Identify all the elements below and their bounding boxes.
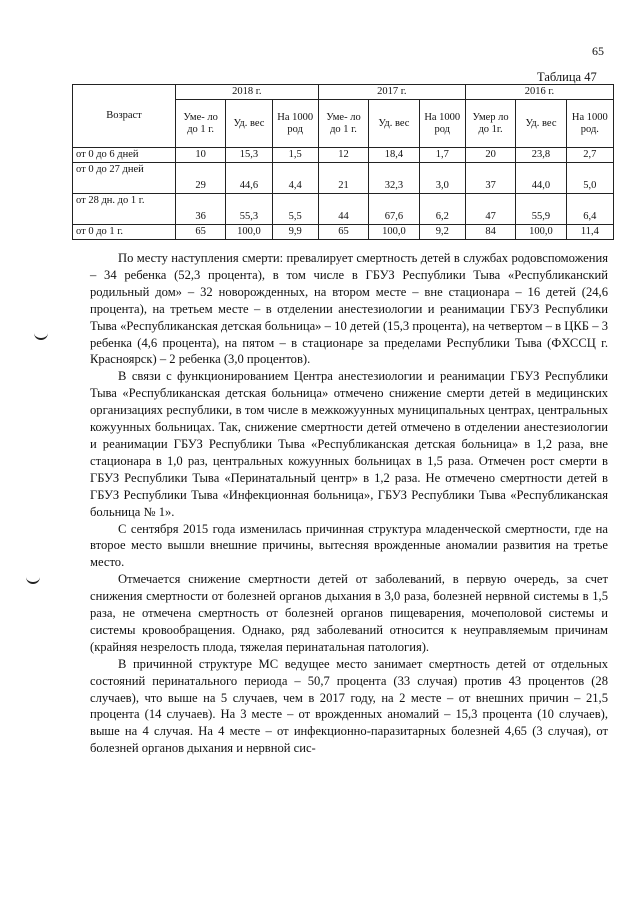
table-cell: 36 xyxy=(175,194,225,225)
table-cell: 1,7 xyxy=(419,148,465,163)
table-cell: 100,0 xyxy=(226,225,272,240)
table-cell: 20 xyxy=(465,148,515,163)
subheader-per-1000: На 1000 род. xyxy=(566,100,613,148)
year-header-2017: 2017 г. xyxy=(318,85,465,100)
table-cell: 18,4 xyxy=(369,148,419,163)
table-cell: 21 xyxy=(318,163,368,194)
margin-check-mark xyxy=(34,330,48,340)
margin-check-mark xyxy=(26,574,40,584)
paragraph: По месту наступления смерти: превалирует смертность детей в службах родовспоможения – 34 ребенка (52,3 процента), в том числе в ГБУЗ Республики Тыва «Республиканский родильный дом» – 32 новорожденных, на втором месте – вне стационара – 16 детей (24,6 процента), на третьем месте – в отделении анестезиологии и реанимации ГБУЗ Республики Тыва «Республиканская детская больница» – 10 детей (15,3 процента), на четвертом – в ЦКБ – 3 ребенка (4,6 процента), на пятом – в стационаре за пределами Республики Тыва (ФХССЦ г. Красноярск) – 2 ребенка (3,0 процентов). xyxy=(90,251,608,367)
table-cell: 55,3 xyxy=(226,194,272,225)
table-cell: 32,3 xyxy=(369,163,419,194)
table-caption: Таблица 47 xyxy=(537,70,597,84)
table-cell: 29 xyxy=(175,163,225,194)
body-text xyxy=(90,250,608,757)
table-cell: 84 xyxy=(465,225,515,240)
mortality-table xyxy=(72,84,614,240)
row-label: от 28 дн. до 1 г. xyxy=(73,194,176,225)
table-cell: 5,0 xyxy=(566,163,613,194)
subheader-died: Умер ло до 1г. xyxy=(465,100,515,148)
age-column-header: Возраст xyxy=(73,85,176,148)
paragraph: Отмечается снижение смертности детей от заболеваний, в первую очередь, за счет снижения смертности от болезней органов дыхания в 3,0 раза, болезней нервной системы в 1,5 раза, не отмечена смертность от болезней органов пищеварения, мочеполовой системы и системы кровообращения. Однако, ряд заболеваний относится к неуправляемым причинам (крайняя незрелость плода, тяжелая перинатальная патология). xyxy=(90,572,608,654)
table-cell: 6,2 xyxy=(419,194,465,225)
subheader-died: Уме- ло до 1 г. xyxy=(175,100,225,148)
paragraph: В причинной структуре МС ведущее место занимает смертность детей от отдельных состояний перинатального периода – 50,7 процента (33 случая) против 43 процентов (28 случаев), что выше на 5 случаев, чем в 2017 году, на 2 месте – от внешних причин – 21,5 процента (14 случаев). На 3 месте – от врожденных аномалий – 15,3 процента (10 случаев), выше на 4 случая. На 4 месте – от инфекционно-паразитарных болезней 4,65 (3 случая), от болезней органов дыхания и нервной сис- xyxy=(90,656,608,756)
table-row xyxy=(73,148,614,163)
table-cell: 100,0 xyxy=(516,225,566,240)
subheader-share: Уд. вес xyxy=(516,100,566,148)
table-cell: 44,0 xyxy=(516,163,566,194)
year-header-2018: 2018 г. xyxy=(175,85,318,100)
paragraph: В связи с функционированием Центра анестезиологии и реанимации ГБУЗ Республики Тыва «Республиканская детская больница» отмечено снижение смерти детей в медицинских организациях республики, в том числе в межкожуунных муниципальных центрах, центральных кожуунных больницах. Так, снижение смертности детей отмечено в отделении анестезиологии и реанимации ГБУЗ Республики Тыва «Республиканская детская больница» в 1,2 раза, вне стационара в 1,0 раз, центральных кожуунных больницах в 1,5 раза. Отмечен рост смерти в ГБУЗ Республики Тыва «Перинатальный центр» в 1,2 раза. Не отмечено смертности детей в ГБУЗ Республики Тыва «Инфекционная больница», ГБУЗ Республики Тыва «Республиканская больница № 1». xyxy=(90,369,608,519)
table-cell: 12 xyxy=(318,148,368,163)
year-header-2016: 2016 г. xyxy=(465,85,613,100)
table-cell: 10 xyxy=(175,148,225,163)
table-cell: 65 xyxy=(318,225,368,240)
subheader-share: Уд. вес xyxy=(369,100,419,148)
subheader-per-1000: На 1000 род xyxy=(272,100,318,148)
table-cell: 11,4 xyxy=(566,225,613,240)
table-row xyxy=(73,194,614,225)
table-cell: 2,7 xyxy=(566,148,613,163)
table-cell: 55,9 xyxy=(516,194,566,225)
table-cell: 100,0 xyxy=(369,225,419,240)
paragraph: С сентября 2015 года изменилась причинная структура младенческой смертности, где на второе место вышли внешние причины, вытесняя врожденные аномалии развития на третье место. xyxy=(90,521,608,570)
row-label: от 0 до 27 дней xyxy=(73,163,176,194)
page-number: 65 xyxy=(592,44,604,58)
table-cell: 15,3 xyxy=(226,148,272,163)
table-row xyxy=(73,225,614,240)
subheader-share: Уд. вес xyxy=(226,100,272,148)
row-label: от 0 до 6 дней xyxy=(73,148,176,163)
table-cell: 65 xyxy=(175,225,225,240)
table-cell: 5,5 xyxy=(272,194,318,225)
table-cell: 6,4 xyxy=(566,194,613,225)
table-cell: 47 xyxy=(465,194,515,225)
table-cell: 67,6 xyxy=(369,194,419,225)
table-cell: 9,2 xyxy=(419,225,465,240)
table-cell: 23,8 xyxy=(516,148,566,163)
subheader-died: Уме- ло до 1 г. xyxy=(318,100,368,148)
table-cell: 3,0 xyxy=(419,163,465,194)
table-cell: 44 xyxy=(318,194,368,225)
table-cell: 44,6 xyxy=(226,163,272,194)
table-cell: 4,4 xyxy=(272,163,318,194)
table-cell: 9,9 xyxy=(272,225,318,240)
subheader-per-1000: На 1000 род xyxy=(419,100,465,148)
table-row xyxy=(73,163,614,194)
table-cell: 37 xyxy=(465,163,515,194)
table-cell: 1,5 xyxy=(272,148,318,163)
row-label: от 0 до 1 г. xyxy=(73,225,176,240)
